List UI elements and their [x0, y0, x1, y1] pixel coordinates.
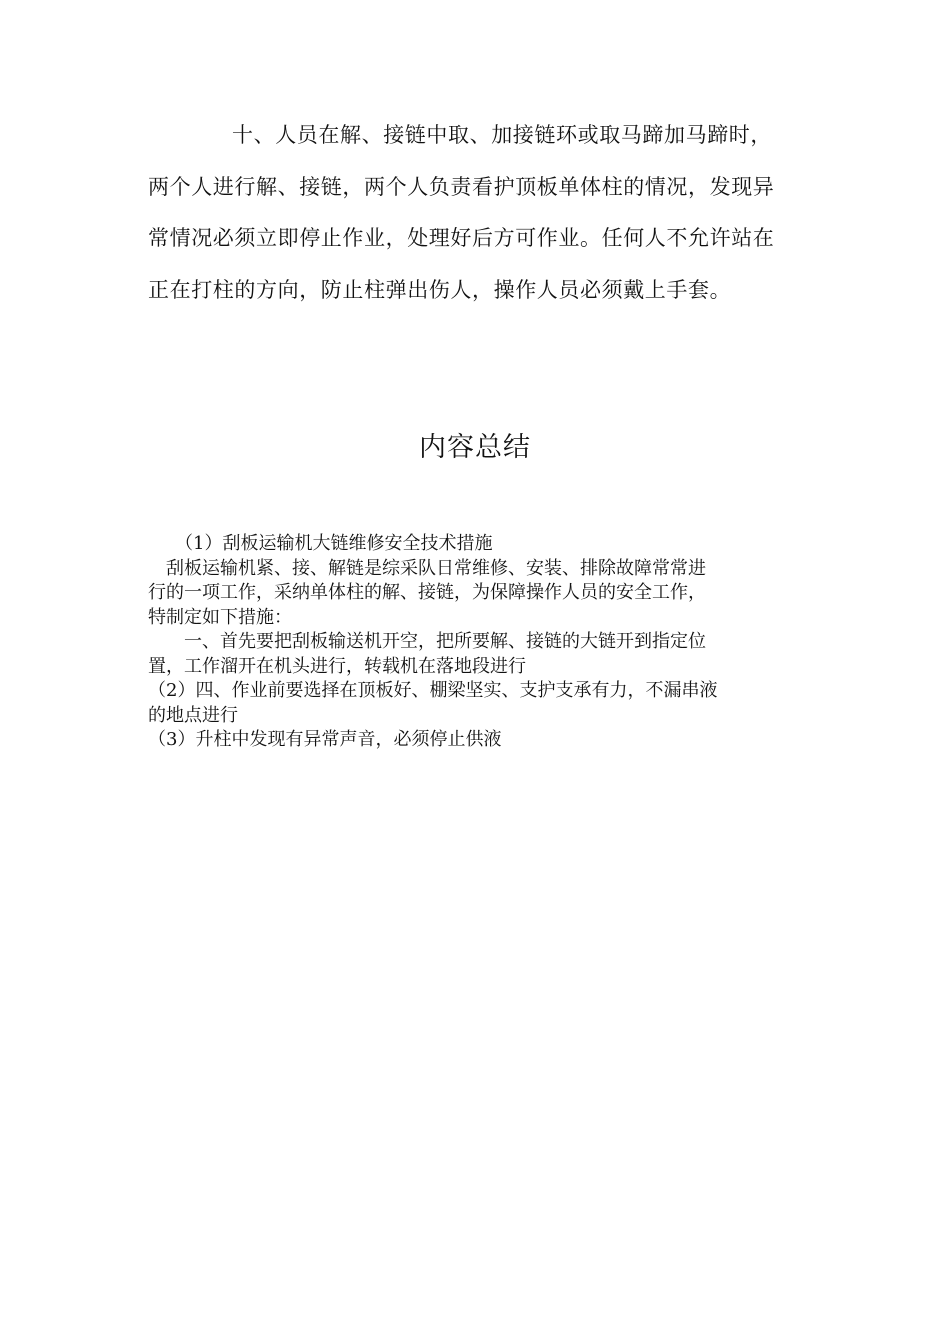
paragraph-line: 常情况必须立即停止作业，处理好后方可作业。任何人不允许站在	[148, 226, 775, 250]
summary-body	[148, 532, 808, 753]
summary-line: （2）四、作业前要选择在顶板好、棚梁坚实、支护支承有力，不漏串液	[148, 680, 718, 701]
paragraph-line: 十、人员在解、接链中取、加接链环或取马蹄加马蹄时，	[232, 123, 772, 147]
paragraph-line: 两个人进行解、接链，两个人负责看护顶板单体柱的情况，发现异	[148, 174, 775, 199]
summary-line: （3）升柱中发现有异常声音，必须停止供液	[148, 729, 502, 750]
summary-line: 的地点进行	[148, 704, 238, 726]
summary-line: 一、首先要把刮板输送机开空，把所要解、接链的大链开到指定位	[148, 631, 706, 652]
summary-line: 置，工作溜开在机头进行，转载机在落地段进行	[148, 655, 526, 677]
paragraph-line: 正在打柱的方向，防止柱弹出伤人，操作人员必须戴上手套。	[148, 277, 732, 302]
summary-line: 刮板运输机紧、接、解链是综采队日常维修、安装、排除故障常常进	[148, 557, 706, 579]
summary-heading: 内容总结	[419, 432, 531, 463]
summary-line: （1）刮板运输机大链维修安全技术措施	[148, 533, 493, 554]
body-paragraph	[148, 110, 808, 316]
summary-line: 特制定如下措施：	[148, 606, 292, 628]
summary-line: 行的一项工作，采纳单体柱的解、接链，为保障操作人员的安全工作，	[148, 582, 706, 603]
